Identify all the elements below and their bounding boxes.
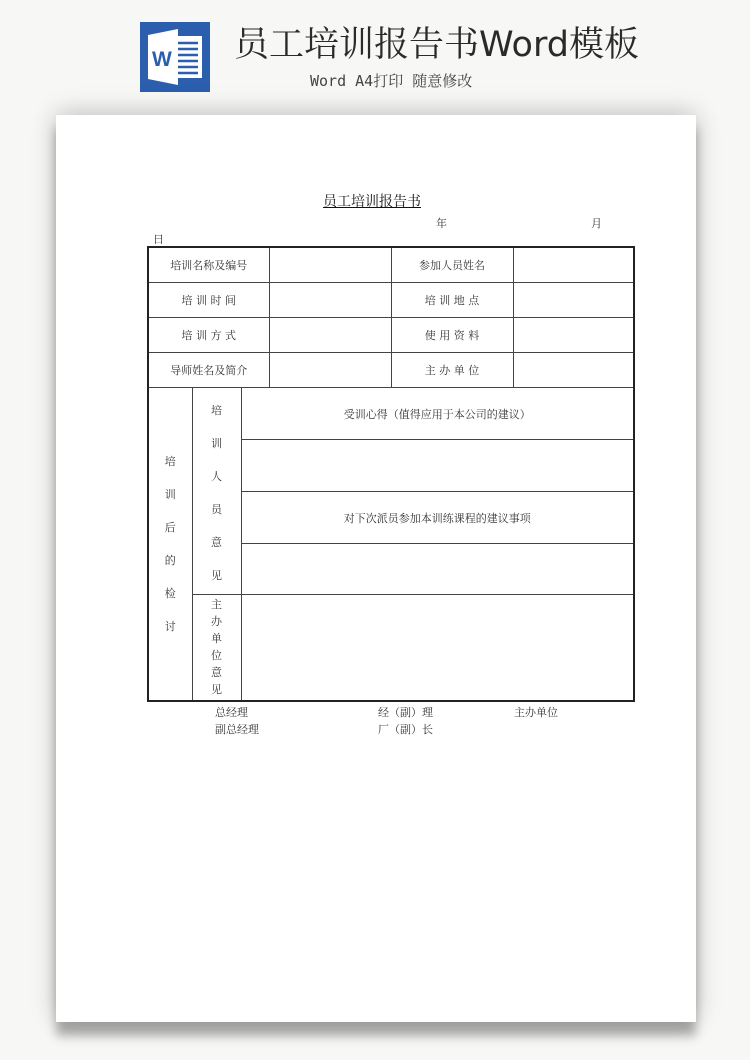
signature-manager: 经（副）理 bbox=[378, 706, 433, 719]
signature-general-manager: 总经理 bbox=[215, 706, 248, 719]
field-materials-used[interactable] bbox=[513, 318, 634, 353]
label-instructor-profile: 导师姓名及简介 bbox=[148, 353, 269, 388]
label-trainee-opinion: 培 训 人 员 意 见 bbox=[192, 388, 241, 595]
field-organizer-opinion[interactable] bbox=[241, 595, 634, 701]
signature-deputy-general-manager: 副总经理 bbox=[215, 723, 259, 736]
review-row bbox=[148, 388, 634, 440]
training-report-form bbox=[147, 246, 635, 702]
info-row bbox=[148, 353, 634, 388]
field-training-method[interactable] bbox=[269, 318, 391, 353]
label-organizer: 主 办 单 位 bbox=[391, 353, 513, 388]
date-year-label: 年 bbox=[436, 217, 447, 230]
label-training-location: 培 训 地 点 bbox=[391, 283, 513, 318]
field-participant-name[interactable] bbox=[513, 247, 634, 283]
field-training-location[interactable] bbox=[513, 283, 634, 318]
field-training-insights[interactable] bbox=[241, 440, 634, 492]
info-row bbox=[148, 318, 634, 353]
document-page bbox=[56, 115, 696, 1022]
field-future-suggestions[interactable] bbox=[241, 544, 634, 595]
document-heading: 员工培训报告书 bbox=[323, 194, 421, 210]
date-day-label: 日 bbox=[153, 233, 164, 246]
date-month-label: 月 bbox=[591, 217, 602, 230]
field-training-name[interactable] bbox=[269, 247, 391, 283]
info-row bbox=[148, 247, 634, 283]
field-instructor-profile[interactable] bbox=[269, 353, 391, 388]
word-app-icon bbox=[140, 22, 210, 92]
review-row bbox=[148, 595, 634, 701]
svg-text:W: W bbox=[152, 48, 172, 71]
banner-title: 员工培训报告书Word模板 bbox=[234, 25, 639, 65]
label-training-name: 培训名称及编号 bbox=[148, 247, 269, 283]
info-row bbox=[148, 283, 634, 318]
label-materials-used: 使 用 资 料 bbox=[391, 318, 513, 353]
label-training-time: 培 训 时 间 bbox=[148, 283, 269, 318]
signature-organizer: 主办单位 bbox=[514, 706, 558, 719]
label-post-training-review: 培 训 后 的 检 讨 bbox=[148, 388, 192, 701]
heading-future-suggestions: 对下次派员参加本训练课程的建议事项 bbox=[241, 492, 634, 544]
heading-training-insights: 受训心得（值得应用于本公司的建议） bbox=[241, 388, 634, 440]
field-organizer[interactable] bbox=[513, 353, 634, 388]
signature-factory-director: 厂（副）长 bbox=[378, 723, 433, 736]
label-training-method: 培 训 方 式 bbox=[148, 318, 269, 353]
label-participant-name: 参加人员姓名 bbox=[391, 247, 513, 283]
label-organizer-opinion: 主 办 单 位 意 见 bbox=[192, 595, 241, 701]
banner-subtitle: Word A4打印 随意修改 bbox=[310, 72, 473, 90]
field-training-time[interactable] bbox=[269, 283, 391, 318]
